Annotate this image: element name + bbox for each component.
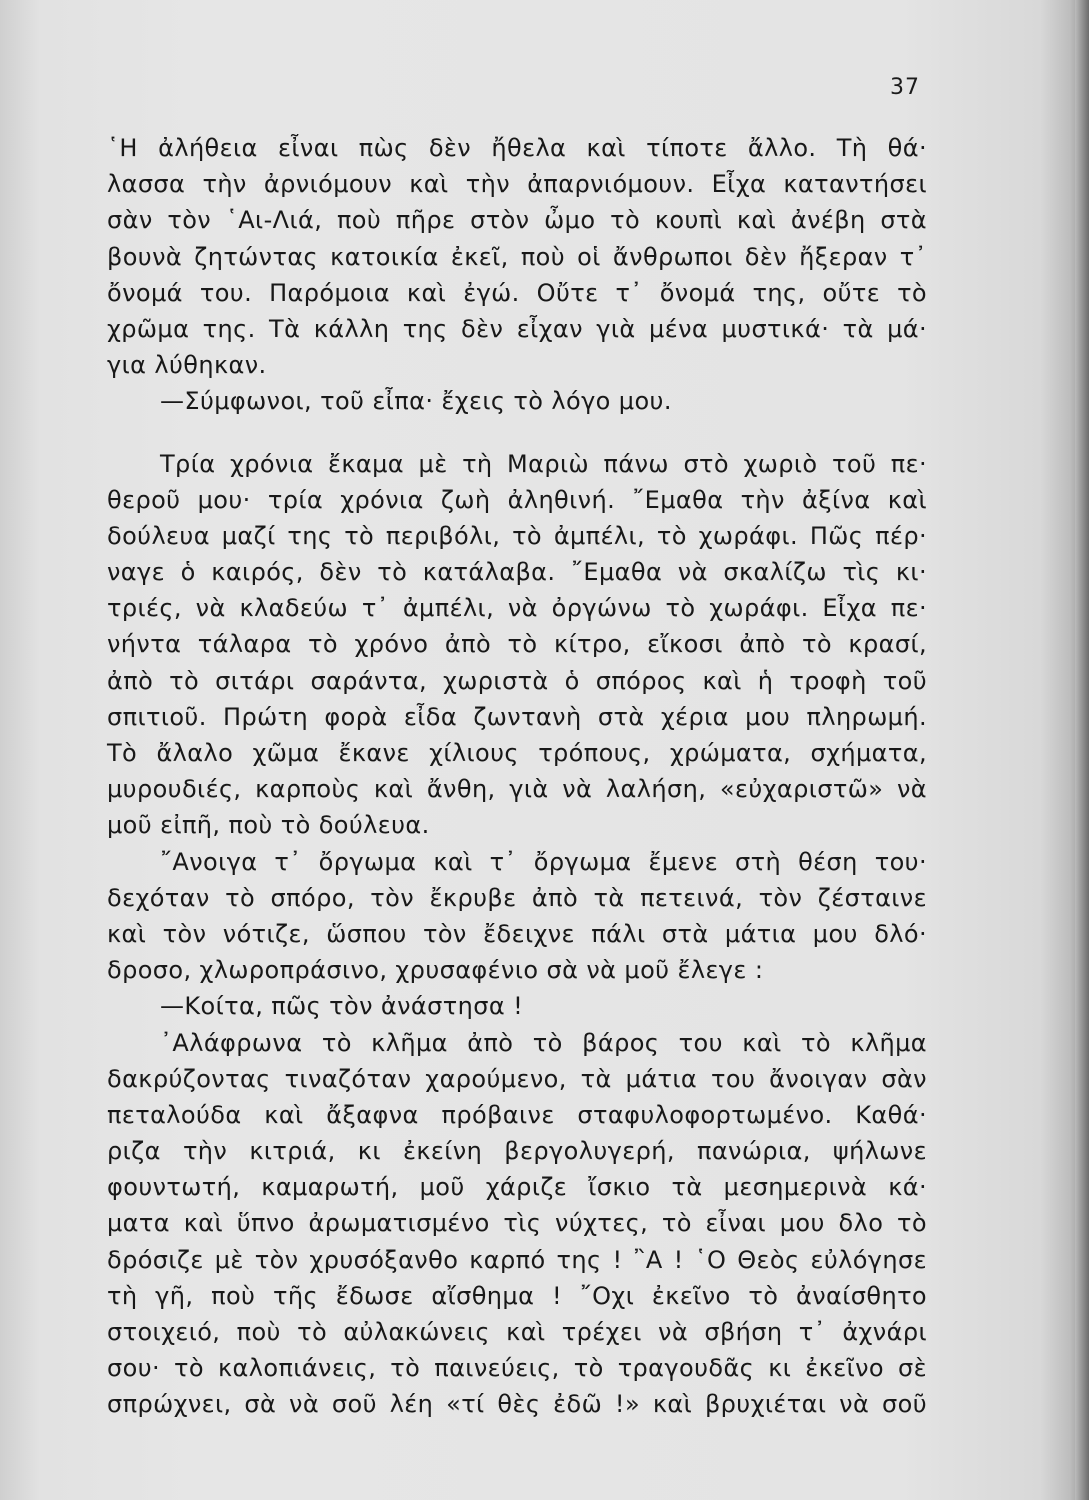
text-line: θεροῦ μου· τρία χρόνια ζωὴ ἀληθινή. ῎Εμαθα τὴν ἀξίνα καὶ	[107, 485, 927, 514]
section-gap	[107, 420, 927, 446]
text-line: χρῶμα της. Τὰ κάλλη της δὲν εἶχαν γιὰ μένα μυστικά· τὰ μά·	[107, 314, 927, 343]
text-line: ὄνομά του. Παρόμοια καὶ ἐγώ. Οὔτε τ᾽ ὄνομά της, οὔτε τὸ	[107, 278, 927, 307]
text-line: σπρώχνει, σὰ νὰ σοῦ λέη «τί θὲς ἐδῶ !» καὶ βρυχιέται νὰ σοῦ	[107, 1390, 927, 1419]
text-line: πεταλούδα καὶ ἄξαφνα πρόβαινε σταφυλοφορτωμένο. Καθά·	[107, 1100, 927, 1129]
paragraph-2	[107, 383, 927, 419]
body-text	[107, 130, 927, 1423]
paragraph-4	[107, 844, 927, 989]
text-line: δακρύζοντας τιναζόταν χαρούμενο, τὰ μάτια του ἄνοιγαν σὰν	[107, 1064, 927, 1093]
page-number: 37	[890, 75, 920, 100]
text-line: ῎Ανοιγα τ᾽ ὄργωμα καὶ τ᾽ ὄργωμα ἔμενε στὴ θέση του·	[160, 847, 927, 876]
text-line: —Σύμφωνοι, τοῦ εἶπα· ἔχεις τὸ λόγο μου.	[160, 387, 672, 416]
text-line: μοῦ εἰπῆ, ποὺ τὸ δούλευα.	[107, 811, 430, 840]
text-line: ναγε ὁ καιρός, δὲν τὸ κατάλαβα. ῎Εμαθα νὰ σκαλίζω τὶς κι·	[107, 558, 927, 587]
text-line: νήντα τάλαρα τὸ χρόνο ἀπὸ τὸ κίτρο, εἴκοσι ἀπὸ τὸ κρασί,	[107, 630, 927, 659]
text-line: λασσα τὴν ἀρνιόμουν καὶ τὴν ἀπαρνιόμουν. Εἶχα καταντήσει	[107, 170, 927, 199]
text-line: φουντωτή, καμαρωτή, μοῦ χάριζε ἴσκιο τὰ μεσημερινὰ κά·	[107, 1173, 927, 1202]
text-line: σου· τὸ καλοπιάνεις, τὸ παινεύεις, τὸ τραγουδᾶς κι ἐκεῖνο σὲ	[107, 1354, 927, 1383]
text-line: Τρία χρόνια ἔκαμα μὲ τὴ Μαριὼ πάνω στὸ χωριὸ τοῦ πε·	[160, 449, 927, 478]
text-line: σπιτιοῦ. Πρώτη φορὰ εἶδα ζωντανὴ στὰ χέρια μου πληρωμή.	[107, 702, 927, 731]
paragraph-6	[107, 1025, 927, 1423]
page-edge-shadow	[1075, 0, 1089, 1500]
text-line: τριές, νὰ κλαδεύω τ᾽ ἀμπέλι, νὰ ὀργώνω τὸ χωράφι. Εἶχα πε·	[107, 594, 927, 623]
text-line: σὰν τὸν ῾Αι-Λιά, ποὺ πῆρε στὸν ὦμο τὸ κουπὶ καὶ ἀνέβη στὰ	[107, 206, 927, 235]
text-line: ᾽Αλάφρωνα τὸ κλῆμα ἀπὸ τὸ βάρος του καὶ τὸ κλῆμα	[160, 1028, 927, 1057]
text-line: καὶ τὸν νότιζε, ὥσπου τὸν ἔδειχνε πάλι στὰ μάτια μου δλό·	[107, 919, 927, 948]
paragraph-3	[107, 446, 927, 844]
text-line: ματα καὶ ὕπνο ἀρωματισμένο τὶς νύχτες, τὸ εἶναι μου δλο τὸ	[107, 1209, 927, 1238]
text-line: ριζα τὴν κιτριά, κι ἐκείνη βεργολυγερή, πανώρια, ψήλωνε	[107, 1137, 927, 1166]
text-line: ἀπὸ τὸ σιτάρι σαράντα, χωριστὰ ὁ σπόρος καὶ ἡ τροφὴ τοῦ	[107, 666, 927, 695]
text-line: βουνὰ ζητώντας κατοικία ἐκεῖ, ποὺ οἱ ἄνθρωποι δὲν ἤξεραν τ᾽	[107, 242, 927, 271]
paragraph-5	[107, 988, 927, 1024]
text-line: ῾Η ἀλήθεια εἶναι πὼς δὲν ἤθελα καὶ τίποτε ἄλλο. Τὴ θά·	[107, 134, 927, 162]
text-line: τὴ γῆ, ποὺ τῆς ἔδωσε αἴσθημα ! ῎Οχι ἐκεῖνο τὸ ἀναίσθητο	[107, 1281, 927, 1310]
text-line: —Κοίτα, πῶς τὸν ἀνάστησα !	[160, 992, 524, 1021]
paragraph-1	[107, 130, 927, 383]
text-line: Τὸ ἄλαλο χῶμα ἔκανε χίλιους τρόπους, χρώματα, σχήματα,	[107, 739, 927, 767]
text-line: δεχόταν τὸ σπόρο, τὸν ἔκρυβε ἀπὸ τὰ πετεινά, τὸν ζέσταινε	[107, 883, 927, 912]
text-line: μυρουδιές, καρποὺς καὶ ἄνθη, γιὰ νὰ λαλήση, «εὐχαριστῶ» νὰ	[107, 775, 927, 804]
text-line: δρόσιζε μὲ τὸν χρυσόξανθο καρπό της ! ῍Α ! ῾Ο Θεὸς εὐλόγησε	[107, 1245, 927, 1274]
text-line: στοιχειό, ποὺ τὸ αὐλακώνεις καὶ τρέχει νὰ σβήση τ᾽ ἀχνάρι	[107, 1318, 927, 1346]
text-line: δούλευα μαζί της τὸ περιβόλι, τὸ ἀμπέλι, τὸ χωράφι. Πῶς πέρ·	[107, 521, 927, 550]
text-line: για λύθηκαν.	[107, 351, 267, 380]
text-line: δροσο, χλωροπράσινο, χρυσαφένιο σὰ νὰ μοῦ ἔλεγε :	[107, 956, 764, 985]
